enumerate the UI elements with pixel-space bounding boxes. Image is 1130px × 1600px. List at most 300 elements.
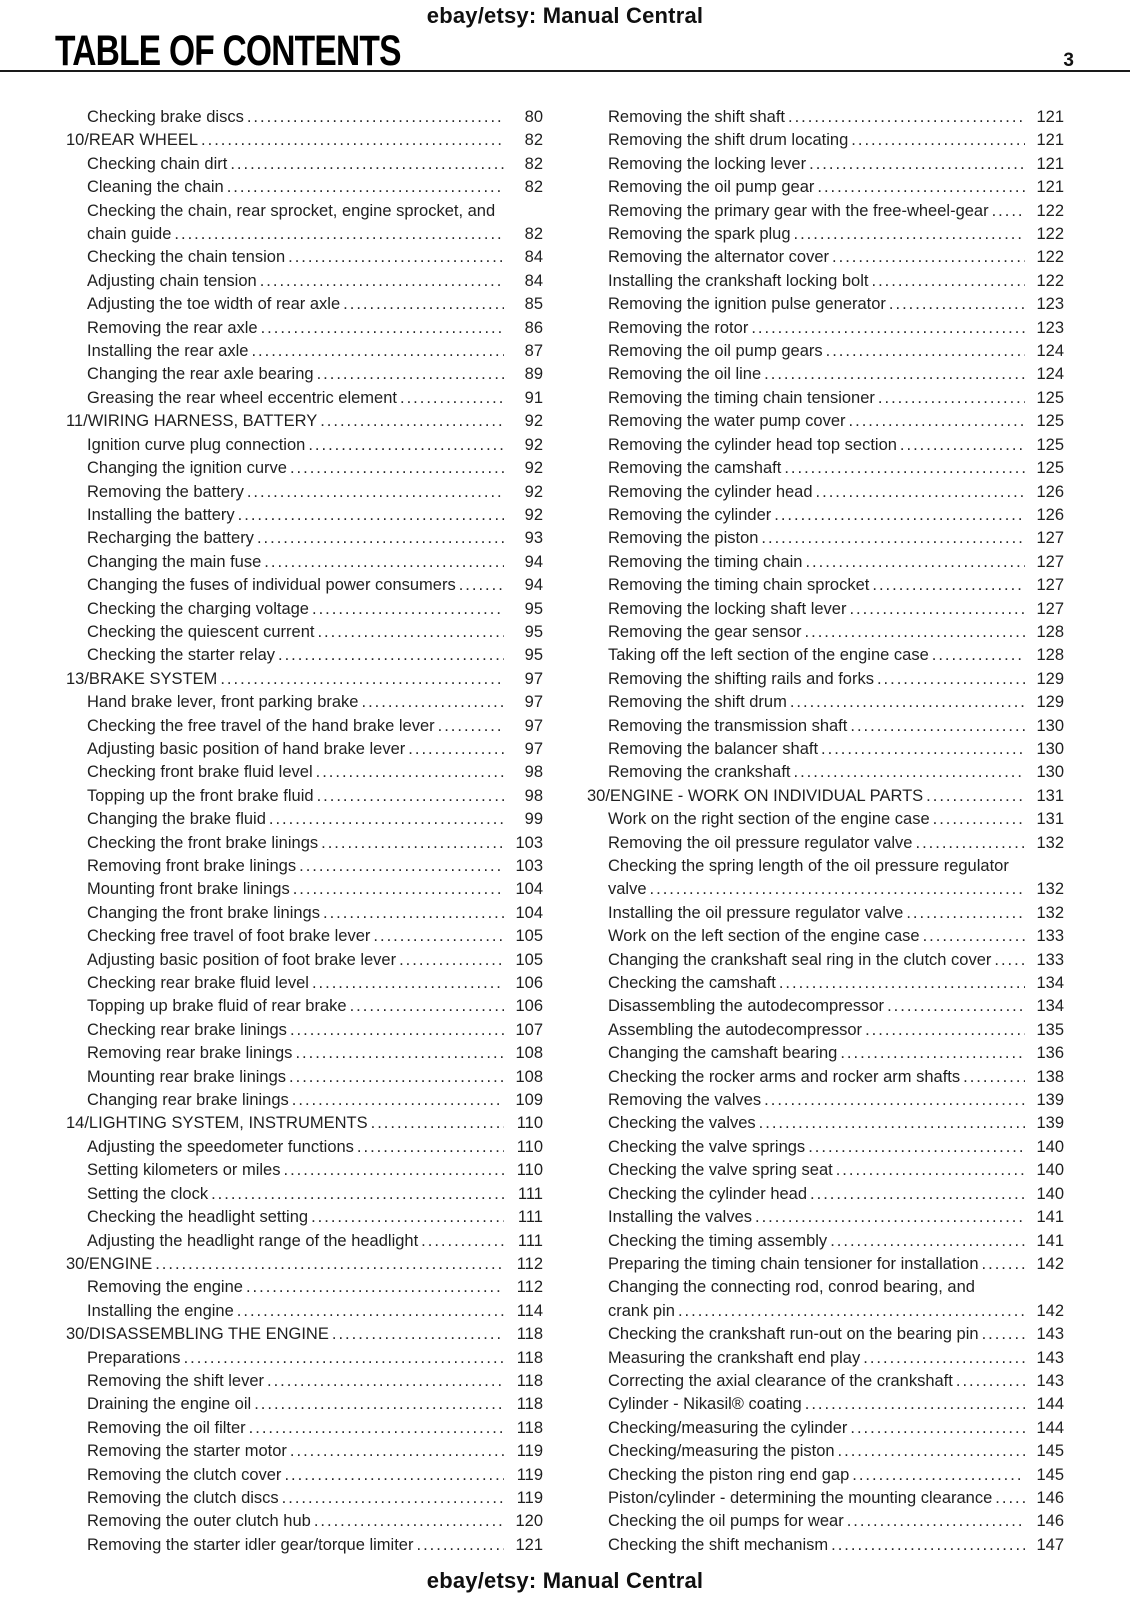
toc-entry: [66, 270, 543, 293]
toc-entry-label: Work on the left section of the engine case: [608, 927, 920, 946]
toc-dot-leader: [774, 504, 1025, 527]
toc-dot-leader: [788, 106, 1025, 129]
toc-entry-label: Cylinder - Nikasil® coating: [608, 1395, 802, 1414]
toc-entry-label: Checking chain dirt: [87, 154, 228, 173]
toc-entry: [66, 738, 543, 761]
toc-entry-label: Correcting the axial clearance of the crankshaft: [608, 1371, 953, 1390]
toc-entry-label: 30/ENGINE - WORK ON INDIVIDUAL PARTS: [587, 786, 924, 805]
toc-entry-label: 14/LIGHTING SYSTEM, INSTRUMENTS: [66, 1114, 368, 1133]
toc-entry-label: Checking/measuring the piston: [608, 1442, 835, 1461]
toc-entry-label: Removing the spark plug: [608, 225, 791, 244]
toc-entry-page: 129: [1036, 693, 1064, 712]
toc-entry: [587, 481, 1064, 504]
toc-entry-label: Checking the charging voltage: [87, 599, 309, 618]
toc-entry-page: 141: [1036, 1208, 1064, 1227]
toc-entry-page: 135: [1036, 1020, 1064, 1039]
toc-entry-label: Removing the oil filter: [87, 1418, 246, 1437]
toc-entry: [587, 621, 1064, 644]
toc-entry-label: Adjusting the speedometer functions: [87, 1137, 354, 1156]
toc-entry-page: 92: [524, 459, 543, 478]
toc-entry: [66, 1066, 543, 1089]
toc-entry-label: Removing the crankshaft: [608, 763, 791, 782]
toc-entry: [66, 995, 543, 1018]
toc-entry: [587, 387, 1064, 410]
toc-dot-leader: [764, 1089, 1025, 1112]
toc-entry: [66, 457, 543, 480]
toc-entry-page: 133: [1036, 950, 1064, 969]
toc-entry-label: Greasing the rear wheel eccentric element: [87, 388, 397, 407]
toc-dot-leader: [817, 176, 1025, 199]
toc-dot-leader: [794, 761, 1025, 784]
toc-entry-page: 108: [515, 1067, 543, 1086]
toc-entry-label: Removing the starter idler gear/torque limiter: [87, 1535, 414, 1554]
toc-entry-page: 105: [515, 927, 543, 946]
toc-entry-page: 110: [516, 1137, 543, 1156]
toc-entry: [66, 1464, 543, 1487]
toc-entry: [66, 1206, 543, 1229]
toc-entry-page: 138: [1036, 1067, 1064, 1086]
toc-entry-label: Removing the water pump cover: [608, 412, 846, 431]
toc-entry-label: Installing the engine: [87, 1301, 234, 1320]
toc-entry-label: chain guide: [87, 225, 172, 244]
toc-entry-label: Changing the crankshaft seal ring in the clutch cover: [608, 950, 992, 969]
toc-dot-leader: [238, 504, 504, 527]
toc-entry-page: 134: [1036, 997, 1064, 1016]
toc-entry-label: Removing the shifting rails and forks: [608, 669, 874, 688]
toc-dot-leader: [790, 691, 1025, 714]
toc-entry-label: Checking the free travel of the hand brake lever: [87, 716, 435, 735]
toc-entry: [66, 1347, 543, 1370]
toc-entry: [587, 551, 1064, 574]
toc-dot-leader: [237, 1300, 504, 1323]
toc-entry-label: 30/DISASSEMBLING THE ENGINE: [66, 1325, 329, 1344]
toc-dot-leader: [293, 878, 504, 901]
toc-dot-leader: [400, 387, 504, 410]
toc-dot-leader: [994, 949, 1025, 972]
toc-entry-page: 118: [516, 1325, 543, 1344]
toc-entry-label: Taking off the left section of the engine case: [608, 646, 929, 665]
toc-entry-page: 84: [524, 271, 543, 290]
toc-dot-leader: [826, 340, 1025, 363]
toc-entry-page: 82: [524, 131, 543, 150]
toc-dot-leader: [872, 574, 1025, 597]
toc-entry: [66, 1440, 543, 1463]
toc-entry-page: 97: [524, 739, 543, 758]
toc-entry-page: 119: [516, 1488, 543, 1507]
toc-entry-label: Removing the locking shaft lever: [608, 599, 847, 618]
toc-entry-page: 89: [524, 365, 543, 384]
toc-entry-label: Removing the transmission shaft: [608, 716, 848, 735]
toc-dot-leader: [357, 1136, 504, 1159]
toc-dot-leader: [933, 808, 1025, 831]
toc-entry-label: Changing the front brake linings: [87, 903, 320, 922]
toc-entry-page: 140: [1036, 1184, 1064, 1203]
toc-entry-label: Removing the timing chain sprocket: [608, 576, 870, 595]
toc-entry-label: Hand brake lever, front parking brake: [87, 693, 359, 712]
toc-entry-label: Checking the chain, rear sprocket, engine sprocket, and: [87, 201, 496, 220]
toc-entry-page: 123: [1036, 318, 1064, 337]
toc-dot-leader: [992, 200, 1025, 223]
toc-dot-leader: [282, 1487, 504, 1510]
toc-dot-leader: [399, 949, 504, 972]
toc-entry-label: 11/WIRING HARNESS, BATTERY: [66, 412, 318, 431]
toc-dot-leader: [295, 1042, 504, 1065]
toc-entry: [587, 1183, 1064, 1206]
toc-entry: [587, 153, 1064, 176]
toc-entry: [66, 363, 543, 386]
toc-entry: [66, 644, 543, 667]
toc-entry-page: 147: [1036, 1535, 1064, 1554]
toc-dot-leader: [174, 223, 504, 246]
toc-dot-leader: [308, 434, 504, 457]
toc-dot-leader: [288, 246, 504, 269]
toc-entry: [587, 1253, 1064, 1276]
toc-entry-label: valve: [608, 880, 647, 899]
toc-entry: [66, 387, 543, 410]
toc-entry-page: 133: [1036, 927, 1064, 946]
toc-entry-page: 120: [515, 1512, 543, 1531]
toc-entry-label: Removing the engine: [87, 1278, 243, 1297]
toc-entry-label: Changing the camshaft bearing: [608, 1044, 838, 1063]
toc-dot-leader: [373, 925, 504, 948]
toc-entry: [66, 106, 543, 129]
toc-dot-leader: [261, 317, 504, 340]
toc-entry-label: Removing the timing chain: [608, 552, 803, 571]
toc-dot-leader: [852, 1464, 1025, 1487]
toc-entry-page: 104: [515, 903, 543, 922]
toc-dot-leader: [317, 785, 504, 808]
toc-entry-page: 127: [1036, 599, 1064, 618]
toc-entry-page: 144: [1036, 1395, 1064, 1414]
toc-entry: [587, 504, 1064, 527]
toc-entry-page: 143: [1036, 1348, 1064, 1367]
toc-entry-page: 134: [1036, 974, 1064, 993]
toc-entry-label: Removing the rear axle: [87, 318, 258, 337]
toc-entry-page: 119: [516, 1442, 543, 1461]
toc-entry-label: Removing the alternator cover: [608, 248, 830, 267]
toc-entry-page: 143: [1036, 1325, 1064, 1344]
toc-entry-label: Removing the oil pressure regulator valve: [608, 833, 913, 852]
toc-entry: [587, 1370, 1064, 1393]
toc-entry-page: 131: [1036, 810, 1064, 829]
toc-dot-leader: [321, 832, 504, 855]
toc-section-entry: [66, 410, 543, 433]
toc-entry-label: Removing the starter motor: [87, 1442, 287, 1461]
toc-entry: [66, 340, 543, 363]
toc-entry-page: 140: [1036, 1137, 1064, 1156]
toc-entry: [587, 1230, 1064, 1253]
toc-entry-page: 125: [1036, 459, 1064, 478]
toc-entry-label: Removing the clutch cover: [87, 1465, 282, 1484]
toc-entry: [66, 808, 543, 831]
toc-dot-leader: [982, 1323, 1025, 1346]
toc-entry-page: 125: [1036, 435, 1064, 454]
toc-entry: [587, 1510, 1064, 1533]
toc-entry-label: 13/BRAKE SYSTEM: [66, 669, 218, 688]
toc-dot-leader: [299, 855, 504, 878]
toc-entry-label: Ignition curve plug connection: [87, 435, 306, 454]
toc-entry-page: 95: [524, 646, 543, 665]
toc-entry: [587, 1066, 1064, 1089]
toc-entry: [66, 621, 543, 644]
toc-entry-page: 86: [524, 318, 543, 337]
toc-dot-leader: [889, 293, 1025, 316]
toc-dot-leader: [932, 644, 1025, 667]
toc-entry: [66, 1370, 543, 1393]
toc-entry: [66, 527, 543, 550]
toc-dot-leader: [459, 574, 504, 597]
toc-entry: [587, 246, 1064, 269]
toc-entry-label: Checking brake discs: [87, 108, 244, 126]
toc-dot-leader: [794, 223, 1025, 246]
toc-dot-leader: [810, 1183, 1025, 1206]
toc-entry-page: 124: [1036, 342, 1064, 361]
toc-dot-leader: [201, 129, 504, 152]
toc-dot-leader: [211, 1183, 504, 1206]
toc-entry-label: Preparations: [87, 1348, 181, 1367]
toc-entry-page: 122: [1036, 225, 1064, 244]
toc-entry-label: Removing the timing chain tensioner: [608, 388, 875, 407]
toc-entry-page: 132: [1036, 903, 1064, 922]
toc-entry-page: 111: [517, 1184, 543, 1203]
toc-entry: [66, 1510, 543, 1533]
toc-entry-label: Removing the balancer shaft: [608, 739, 819, 758]
toc-entry: [587, 761, 1064, 784]
toc-entry: [66, 1534, 543, 1557]
toc-dot-leader: [865, 1019, 1025, 1042]
toc-entry-page: 118: [516, 1395, 543, 1414]
toc-dot-leader: [320, 410, 504, 433]
toc-entry: [587, 270, 1064, 293]
toc-entry-label: Installing the battery: [87, 505, 235, 524]
toc-dot-leader: [316, 761, 504, 784]
toc-entry: [66, 574, 543, 597]
toc-entry: [587, 1534, 1064, 1557]
toc-entry-page: 99: [524, 810, 543, 829]
toc-dot-leader: [220, 668, 504, 691]
toc-entry-page: 129: [1036, 669, 1064, 688]
toc-entry: [587, 902, 1064, 925]
toc: [66, 106, 1064, 1557]
toc-dot-leader: [292, 1089, 504, 1112]
toc-entry: [66, 176, 543, 199]
toc-entry: [66, 761, 543, 784]
toc-entry: [587, 1112, 1064, 1135]
toc-dot-leader: [755, 1206, 1025, 1229]
toc-entry: [66, 551, 543, 574]
toc-entry-page: 111: [517, 1208, 543, 1227]
toc-entry: [587, 1393, 1064, 1416]
toc-entry-page: 145: [1036, 1465, 1064, 1484]
toc-entry-label: Assembling the autodecompressor: [608, 1020, 863, 1039]
toc-entry-label: Adjusting basic position of hand brake lever: [87, 739, 406, 758]
toc-entry: [66, 855, 543, 878]
toc-section-entry: [66, 1253, 543, 1276]
toc-entry: [66, 1042, 543, 1065]
toc-entry-label: Checking the oil pumps for wear: [608, 1512, 844, 1531]
toc-dot-leader: [438, 715, 504, 738]
toc-entry-label: Changing the ignition curve: [87, 459, 287, 478]
toc-entry-page: 98: [524, 763, 543, 782]
toc-entry-page: 125: [1036, 388, 1064, 407]
toc-dot-leader: [247, 106, 504, 129]
toc-entry-label: Removing the camshaft: [608, 459, 782, 478]
toc-entry: [66, 1487, 543, 1510]
toc-entry: [587, 363, 1064, 386]
toc-entry-label: Preparing the timing chain tensioner for installation: [608, 1254, 979, 1273]
toc-entry-page: 146: [1036, 1488, 1064, 1507]
toc-entry-label: Checking the piston ring end gap: [608, 1465, 850, 1484]
page-number: 3: [1063, 50, 1074, 71]
toc-dot-leader: [900, 434, 1025, 457]
toc-right-column: [587, 106, 1064, 1557]
toc-dot-leader: [847, 1510, 1025, 1533]
toc-entry-page: 122: [1036, 248, 1064, 267]
toc-entry-page: 118: [516, 1418, 543, 1437]
toc-dot-leader: [290, 1440, 504, 1463]
toc-dot-leader: [877, 668, 1025, 691]
toc-entry-label: Removing the oil line: [608, 365, 762, 384]
toc-entry-label: Checking/measuring the cylinder: [608, 1418, 848, 1437]
toc-section-entry: [66, 668, 543, 691]
toc-dot-leader: [332, 1323, 504, 1346]
toc-entry: [587, 878, 1064, 901]
toc-entry: [66, 504, 543, 527]
toc-entry-label: Removing front brake linings: [87, 857, 297, 875]
toc-entry: [587, 223, 1064, 246]
toc-dot-leader: [317, 621, 504, 644]
toc-dot-leader: [821, 738, 1025, 761]
toc-entry-label: Adjusting the toe width of rear axle: [87, 295, 341, 314]
toc-dot-leader: [284, 1464, 504, 1487]
toc-entry-page: 125: [1036, 412, 1064, 431]
toc-entry-label: Topping up brake fluid of rear brake: [87, 997, 347, 1016]
page-title: TABLE OF CONTENTS: [55, 27, 401, 75]
toc-dot-leader: [761, 527, 1025, 550]
toc-dot-leader: [838, 1440, 1025, 1463]
toc-entry-page: 118: [516, 1348, 543, 1367]
toc-entry-label: Setting the clock: [87, 1184, 209, 1203]
toc-entry: [587, 1206, 1064, 1229]
toc-entry: [587, 644, 1064, 667]
toc-entry: [587, 317, 1064, 340]
toc-entry: [587, 972, 1064, 995]
toc-entry-page: 128: [1036, 646, 1064, 665]
toc-dot-leader: [805, 1393, 1025, 1416]
toc-entry-label: crank pin: [608, 1301, 675, 1320]
toc-entry-label: Removing the primary gear with the free-wheel-gear: [608, 201, 989, 220]
toc-entry-label: Checking the rocker arms and rocker arm shafts: [608, 1067, 961, 1086]
toc-dot-leader: [283, 1159, 504, 1182]
toc-entry: [66, 785, 543, 808]
toc-dot-leader: [816, 481, 1025, 504]
toc-entry: [66, 1136, 543, 1159]
toc-dot-leader: [254, 1393, 504, 1416]
toc-dot-leader: [257, 527, 504, 550]
toc-entry-page: 110: [516, 1114, 543, 1133]
toc-entry-label: Checking the valves: [608, 1114, 756, 1133]
toc-entry-page: 92: [524, 412, 543, 431]
toc-entry: [66, 223, 543, 246]
toc-entry-page: 92: [524, 482, 543, 501]
toc-entry-page: 136: [1036, 1044, 1064, 1063]
toc-entry-page: 109: [515, 1091, 543, 1110]
toc-entry-label: Checking the valve springs: [608, 1137, 806, 1156]
toc-entry: [587, 855, 1064, 878]
toc-entry-label: Changing the connecting rod, conrod bearing, and: [608, 1278, 975, 1297]
toc-entry: [66, 1089, 543, 1112]
toc-entry-page: 126: [1036, 482, 1064, 501]
toc-entry: [66, 1183, 543, 1206]
toc-dot-leader: [421, 1230, 504, 1253]
toc-entry-page: 87: [524, 342, 543, 361]
toc-dot-leader: [343, 293, 504, 316]
toc-entry-label: Recharging the battery: [87, 529, 254, 548]
toc-entry: [66, 878, 543, 901]
toc-entry-page: 122: [1036, 271, 1064, 290]
toc-entry: [587, 949, 1064, 972]
toc-entry: [587, 1347, 1064, 1370]
toc-entry: [66, 1159, 543, 1182]
toc-entry-label: Checking the valve spring seat: [608, 1161, 833, 1180]
toc-dot-leader: [923, 925, 1025, 948]
toc-entry-label: Draining the engine oil: [87, 1395, 252, 1414]
toc-entry-page: 127: [1036, 576, 1064, 595]
toc-dot-leader: [878, 387, 1025, 410]
toc-entry: [587, 1323, 1064, 1346]
toc-entry-label: Removing the shift lever: [87, 1371, 264, 1390]
toc-entry-label: Changing the brake fluid: [87, 810, 266, 829]
toc-entry: [66, 715, 543, 738]
toc-entry-label: Installing the rear axle: [87, 342, 249, 361]
toc-entry: [587, 1042, 1064, 1065]
toc-dot-leader: [230, 153, 504, 176]
toc-entry: [66, 902, 543, 925]
toc-entry: [587, 129, 1064, 152]
toc-entry-page: 121: [1036, 178, 1064, 197]
toc-entry-page: 114: [516, 1301, 543, 1320]
toc-dot-leader: [830, 1230, 1025, 1253]
toc-entry-page: 85: [524, 295, 543, 314]
toc-entry: [587, 200, 1064, 223]
toc-entry: [66, 925, 543, 948]
toc-entry-page: 141: [1036, 1231, 1064, 1250]
toc-dot-leader: [779, 972, 1025, 995]
toc-dot-leader: [863, 1347, 1025, 1370]
toc-entry: [66, 949, 543, 972]
toc-dot-leader: [831, 1534, 1025, 1557]
toc-dot-leader: [764, 363, 1025, 386]
toc-entry-label: Removing the locking lever: [608, 154, 807, 173]
toc-entry-page: 143: [1036, 1371, 1064, 1390]
toc-dot-leader: [805, 551, 1025, 574]
toc-entry-label: Changing the rear axle bearing: [87, 365, 314, 384]
toc-entry: [587, 1487, 1064, 1510]
toc-entry-page: 84: [524, 248, 543, 267]
toc-entry-page: 144: [1036, 1418, 1064, 1437]
toc-entry-label: Installing the oil pressure regulator valve: [608, 903, 904, 922]
toc-dot-leader: [809, 153, 1025, 176]
toc-dot-leader: [678, 1300, 1025, 1323]
toc-dot-leader: [289, 1066, 504, 1089]
toc-entry-label: Removing the cylinder: [608, 505, 772, 524]
toc-entry: [66, 246, 543, 269]
toc-entry: [587, 808, 1064, 831]
toc-entry-page: 98: [524, 786, 543, 805]
toc-entry-page: 127: [1036, 529, 1064, 548]
toc-dot-leader: [290, 457, 504, 480]
toc-entry: [66, 293, 543, 316]
